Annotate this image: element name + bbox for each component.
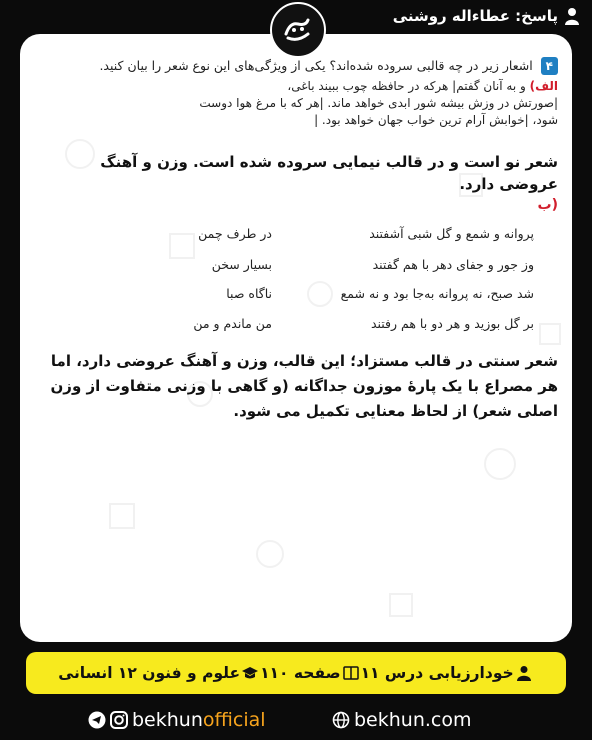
poem-first-hemistich: بر گل بوزید و هر دو با هم رفتند: [370, 316, 534, 331]
lesson-info-bar: [26, 652, 566, 694]
part-a-line-2: |صورتش در وزش بیشه شور ابدی خواهد ماند. |هر که با مرغ هوا دوست: [199, 96, 558, 110]
poem-first-hemistich: شد صبح، نه پروانه به‌جا بود و نه شمع: [340, 286, 534, 301]
poem-row: [20, 286, 572, 312]
instagram-icon[interactable]: [110, 711, 128, 729]
poem-second-hemistich: ناگاه صبا: [226, 286, 272, 301]
book-icon: [343, 665, 359, 681]
page-number: صفحه ۱۱۰: [260, 664, 341, 682]
part-a-answer: شعر نو است و در قالب نیمایی سروده شده است. وزن و آهنگ عروضی دارد.: [100, 153, 558, 193]
answerer-name: پاسخ: عطاءاله روشنی: [392, 7, 558, 25]
part-a-label: الف): [529, 79, 558, 93]
website-url: bekhun.com: [354, 709, 472, 731]
part-a-line-3: شود، |خوابش آرام ترین خواب جهان خواهد بود. |: [314, 113, 558, 127]
graduation-cap-icon: [242, 665, 258, 681]
poem-second-hemistich: من ماندم و من: [193, 316, 272, 331]
globe-icon: [332, 711, 350, 729]
lesson-title: خودارزیابی درس ۱۱: [360, 664, 514, 682]
poem-second-hemistich: در طرف چمن: [198, 226, 272, 241]
poem-row: [20, 257, 572, 283]
social-handle[interactable]: [88, 709, 266, 731]
poem-first-hemistich: وز جور و جفای دهر با هم گفتند: [372, 257, 534, 272]
website-link[interactable]: [332, 709, 472, 731]
part-b-label: ب): [537, 197, 558, 213]
answerer-label: [393, 7, 580, 25]
book-title: علوم و فنون ۱۲ انسانی: [58, 664, 241, 682]
part-a-poem: [38, 78, 558, 129]
bekhun-logo-mark: [280, 12, 316, 48]
question-text: [38, 57, 558, 75]
footer: [0, 704, 592, 740]
question-body: اشعار زیر در چه قالبی سروده شده‌اند؟ یکی از ویژگی‌های این نوع شعر را بیان کنید.: [99, 58, 533, 73]
poem-second-hemistich: بسیار سخن: [211, 257, 272, 272]
poem-row: [20, 316, 572, 342]
user-icon: [564, 7, 580, 25]
user-icon: [516, 665, 532, 681]
social-handle-text: bekhunofficial: [132, 709, 266, 731]
answer-card: [20, 34, 572, 642]
part-b-answer: شعر سنتی در قالب مستزاد؛ این قالب، وزن و آهنگ عروضی دارد، اما هر مصراع با یک پارهٔ موزون جداگانه (و گاهی با وزنی متفاوت از وزن اصلی شعر) از لحاظ معنایی تکمیل می شود.: [50, 352, 558, 420]
poem-row: [20, 226, 572, 252]
poem-first-hemistich: پروانه و شمع و گل شبی آشفتند: [369, 226, 534, 241]
bekhun-logo-icon: [270, 2, 326, 58]
part-a-line-1: و به آنان گفتم| هرکه در حافظه چوب ببیند باغی،: [287, 79, 526, 93]
telegram-icon[interactable]: [88, 711, 106, 729]
question-number-badge: ۴: [541, 57, 558, 75]
